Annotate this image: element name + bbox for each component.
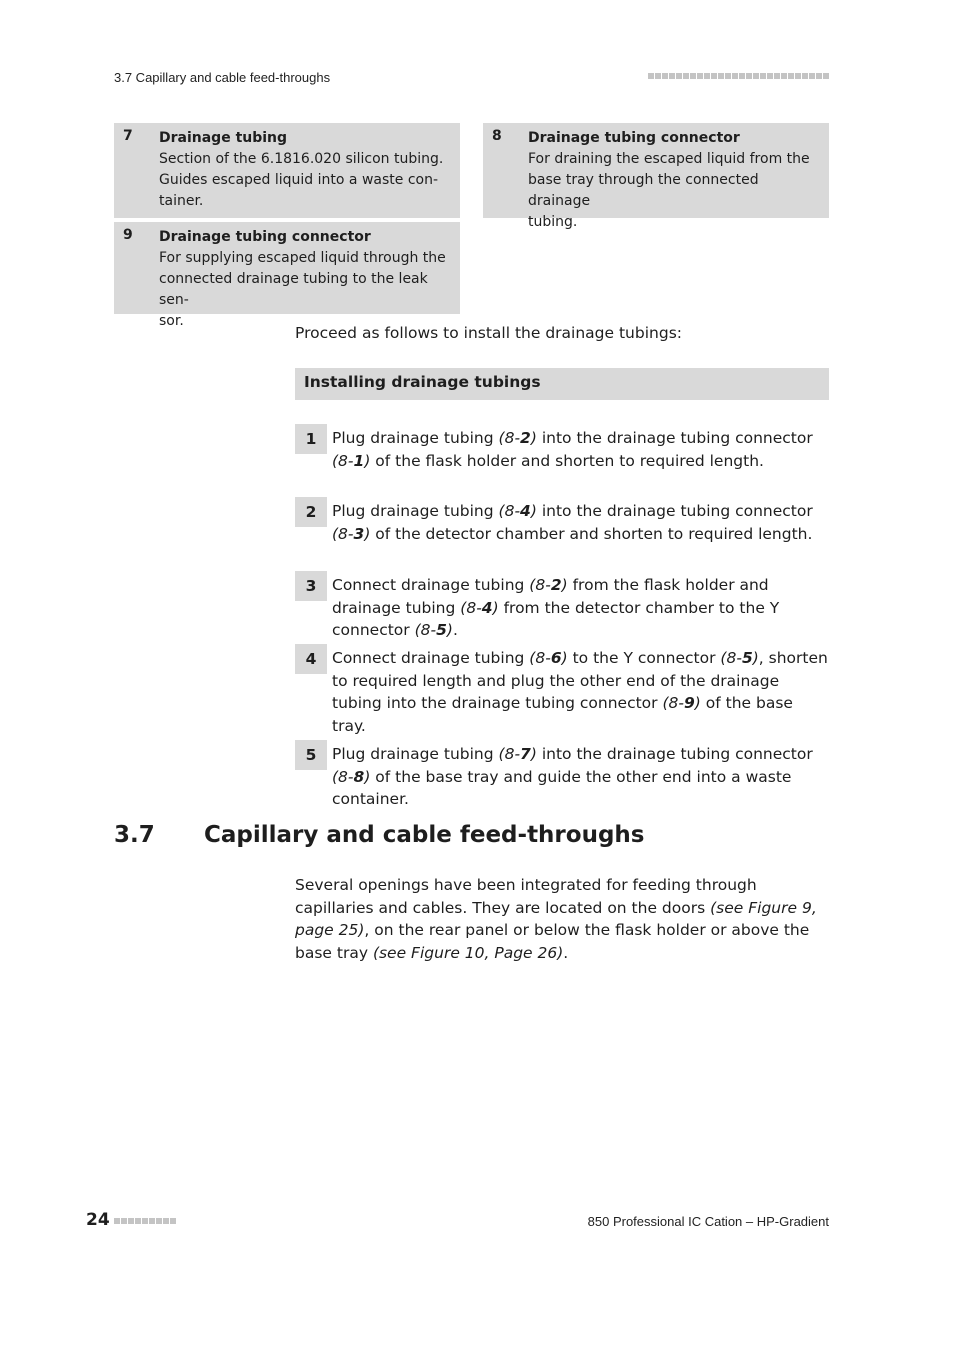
step-text	[332, 647, 829, 737]
cross-reference: (8-	[498, 502, 521, 520]
cross-reference: (8-	[662, 694, 684, 712]
cross-reference: )	[694, 694, 701, 712]
text-run: of the flask holder and shorten to required length.	[370, 451, 764, 470]
section-number: 3.7	[114, 822, 155, 848]
legend-line: base tray through the connected drainage	[528, 172, 759, 209]
item-reference-number: 9	[683, 694, 695, 712]
text-run: Plug drainage tubing	[332, 429, 499, 447]
text-run: , on the rear panel or below the flask holder or above the base tray	[295, 921, 810, 962]
text-run: Plug drainage tubing	[332, 745, 499, 763]
legend-line: Section of the 6.1816.020 silicon tubing.	[159, 151, 444, 167]
cross-reference: )	[364, 524, 371, 543]
step-text	[332, 500, 829, 545]
legend-title: Drainage tubing connector	[528, 130, 740, 146]
text-run: Plug drainage tubing	[332, 502, 499, 520]
text-run: .	[563, 943, 569, 962]
section-title: Capillary and cable feed-throughs	[204, 822, 645, 848]
cross-reference: (8-	[720, 649, 742, 667]
cross-reference: (8-	[529, 649, 551, 667]
cross-reference: )	[561, 649, 568, 667]
text-run: , shorten to required length and plug the other end of the drainage tubing into the drainage tubing connector	[332, 649, 828, 712]
cross-reference: (8-	[332, 767, 354, 786]
cross-reference: )	[364, 451, 371, 470]
text-run: .	[452, 621, 458, 639]
legend-line: Guides escaped liquid into a waste con-	[159, 172, 439, 188]
step-number: 3	[295, 571, 327, 601]
item-reference-number: 2	[550, 576, 562, 594]
legend-line: For draining the escaped liquid from the	[528, 151, 810, 167]
cross-reference: (8-	[460, 598, 482, 617]
legend-line: tainer.	[159, 193, 204, 209]
cross-reference: (8-	[414, 621, 437, 639]
legend-title: Drainage tubing	[159, 130, 288, 146]
cross-reference: )	[530, 502, 537, 520]
text-run: Connect drainage tubing	[332, 649, 530, 667]
footer-decoration	[114, 1218, 176, 1224]
text-run: from the detector chamber to the Y connector	[332, 598, 780, 639]
text-run: of the base tray and guide the other end into a waste container.	[332, 767, 792, 808]
cross-reference: (8-	[332, 451, 354, 470]
item-reference-number: 1	[353, 451, 365, 470]
legend-number: 9	[123, 227, 133, 243]
legend-number: 7	[123, 128, 133, 144]
step-number: 1	[295, 424, 327, 454]
item-reference-number: 2	[520, 429, 531, 447]
cross-reference: (see Figure 9, page 25)	[295, 898, 817, 939]
procedure-title: Installing drainage tubings	[304, 373, 541, 391]
cross-reference: )	[530, 745, 537, 763]
step-number: 5	[295, 740, 327, 770]
text-run: Several openings have been integrated for feeding through capillaries and cables. They are located on the doors	[295, 876, 757, 917]
text-run: into the drainage tubing connector	[536, 502, 813, 520]
text-run: into the drainage tubing connector	[536, 745, 813, 763]
step-number: 2	[295, 497, 327, 527]
legend-item-9	[114, 222, 460, 329]
procedure-heading	[295, 368, 829, 400]
legend-line: sor.	[159, 313, 184, 329]
legend-line: For supplying escaped liquid through the	[159, 250, 446, 266]
legend-title: Drainage tubing connector	[159, 229, 371, 245]
step-text	[332, 743, 829, 811]
item-reference-number: 4	[520, 502, 531, 520]
cross-reference: )	[752, 649, 759, 667]
cross-reference: )	[561, 576, 568, 594]
cross-reference: (see Figure 10, Page 26)	[372, 943, 564, 962]
step-number: 4	[295, 644, 327, 674]
cross-reference: (8-	[498, 745, 521, 763]
cross-reference: (8-	[332, 524, 354, 543]
legend-number: 8	[492, 128, 502, 144]
legend-item-8	[483, 123, 829, 230]
footer-title: 850 Professional IC Cation – HP-Gradient	[587, 1214, 829, 1229]
cross-reference: )	[492, 598, 499, 617]
body-paragraph	[295, 874, 829, 964]
text-run: from the flask holder and drainage tubing	[332, 576, 769, 617]
step-text	[332, 427, 829, 472]
item-reference-number: 4	[481, 598, 493, 617]
section-heading	[114, 822, 644, 848]
cross-reference: )	[364, 767, 371, 786]
legend-line: tubing.	[528, 214, 578, 230]
cross-reference: (8-	[498, 429, 521, 447]
cross-reference: )	[530, 429, 537, 447]
legend-line: connected drainage tubing to the leak sen-	[159, 271, 428, 308]
step-text	[332, 574, 829, 642]
item-reference-number: 8	[353, 767, 365, 786]
item-reference-number: 7	[520, 745, 531, 763]
legend-item-7	[114, 123, 460, 218]
cross-reference: (8-	[529, 576, 551, 594]
text-run: of the detector chamber and shorten to required length.	[370, 524, 813, 543]
running-header: 3.7 Capillary and cable feed-throughs	[114, 70, 331, 85]
cross-reference: )	[446, 621, 453, 639]
item-reference-number: 3	[353, 524, 365, 543]
page-number: 24	[86, 1210, 110, 1230]
item-reference-number: 6	[550, 649, 562, 667]
text-run: Connect drainage tubing	[332, 576, 530, 594]
text-run: to the Y connector	[567, 649, 721, 667]
text-run: into the drainage tubing connector	[536, 429, 813, 447]
intro-text: Proceed as follows to install the drainage tubings:	[295, 324, 682, 342]
item-reference-number: 5	[741, 649, 753, 667]
header-decoration	[648, 73, 829, 79]
item-reference-number: 5	[436, 621, 447, 639]
text-run: of the base tray.	[332, 694, 793, 735]
